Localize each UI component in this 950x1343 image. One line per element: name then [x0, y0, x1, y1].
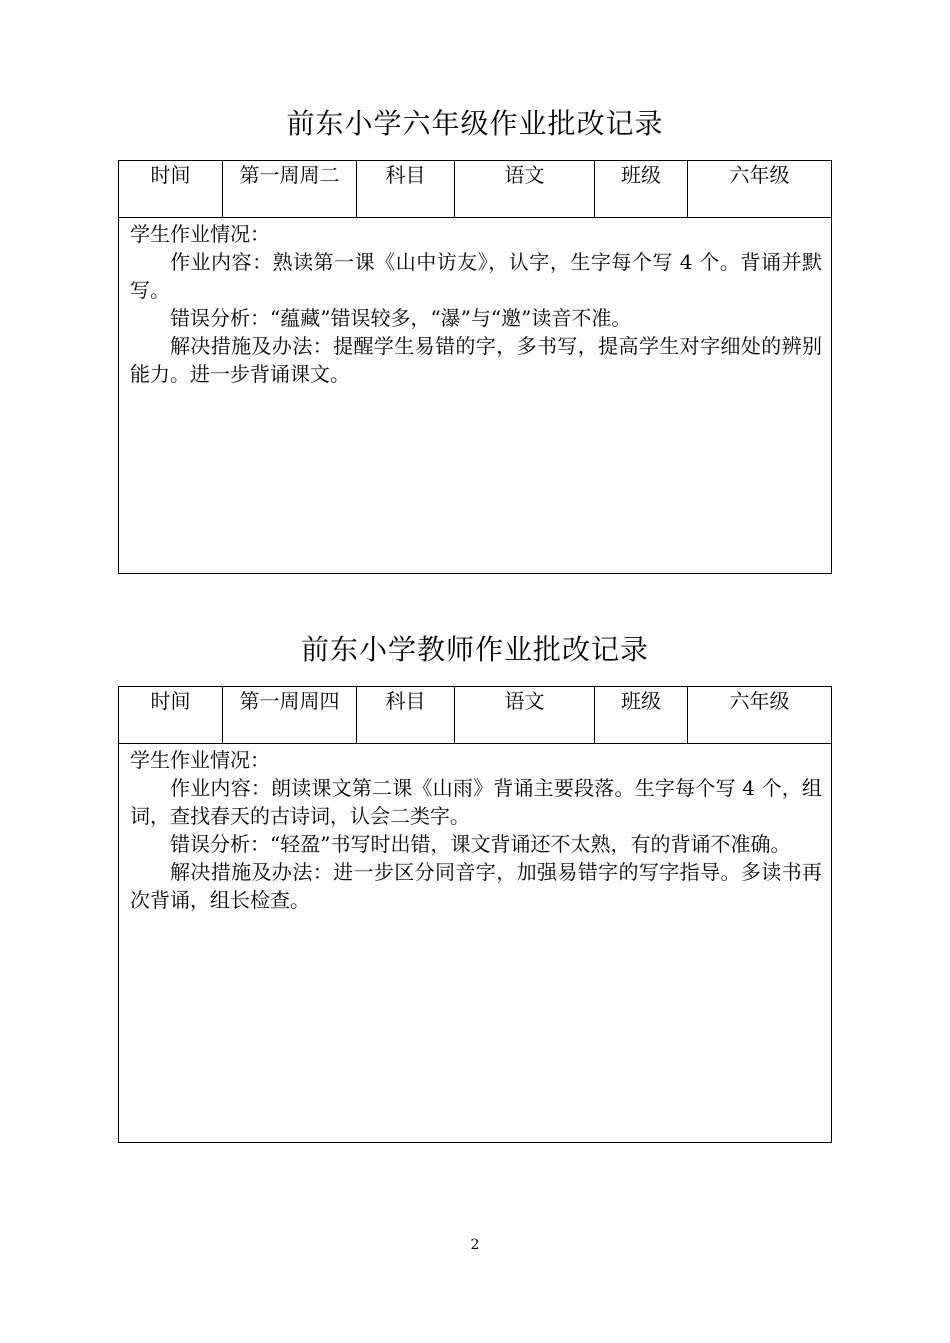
class-value: 六年级	[729, 689, 790, 713]
page-number: 2	[470, 1237, 480, 1253]
record-2-header-row	[119, 687, 831, 744]
homework-content-paragraph: 作业内容：朗读课文第二课《山雨》背诵主要段落。生字每个写 4 个，组词，查找春天的古诗词，认会二类字。	[130, 776, 822, 828]
solution-paragraph: 解决措施及办法：进一步区分同音字，加强易错字的写字指导。多读书再次背诵，组长检查。	[130, 860, 822, 912]
subject-label: 科目	[357, 687, 455, 743]
error-analysis-paragraph: 错误分析：“轻盈”书写时出错，课文背诵还不太熟，有的背诵不准确。	[170, 832, 791, 856]
solution-paragraph: 解决措施及办法：提醒学生易错的字，多书写，提高学生对字细处的辨别能力。进一步背诵课文。	[130, 334, 822, 386]
subject-value: 语文	[455, 687, 595, 743]
time-label: 时间	[119, 687, 223, 743]
class-label: 班级	[595, 687, 688, 743]
time-label: 时间	[119, 161, 223, 217]
record-1-content	[119, 218, 831, 388]
subject-value: 语文	[455, 161, 595, 217]
homework-content-paragraph: 作业内容：熟读第一课《山中访友》，认字，生字每个写 4 个。背诵并默写。	[130, 250, 822, 302]
time-value: 第一周周二	[223, 161, 357, 217]
time-value: 第一周周四	[223, 687, 357, 743]
homework-heading: 学生作业情况：	[130, 222, 270, 246]
subject-label: 科目	[357, 161, 455, 217]
record-2-table	[118, 686, 832, 1143]
record-1-header-row	[119, 161, 831, 218]
homework-heading: 学生作业情况：	[130, 748, 270, 772]
class-label: 班级	[595, 161, 688, 217]
class-value: 六年级	[729, 163, 790, 187]
record-1-title: 前东小学六年级作业批改记录	[286, 107, 664, 140]
record-1-table	[118, 160, 832, 574]
record-2-title: 前东小学教师作业批改记录	[300, 633, 649, 666]
record-2-content	[119, 744, 831, 914]
error-analysis-paragraph: 错误分析：“蕴藏”错误较多，“瀑”与“邀”读音不准。	[170, 306, 632, 330]
